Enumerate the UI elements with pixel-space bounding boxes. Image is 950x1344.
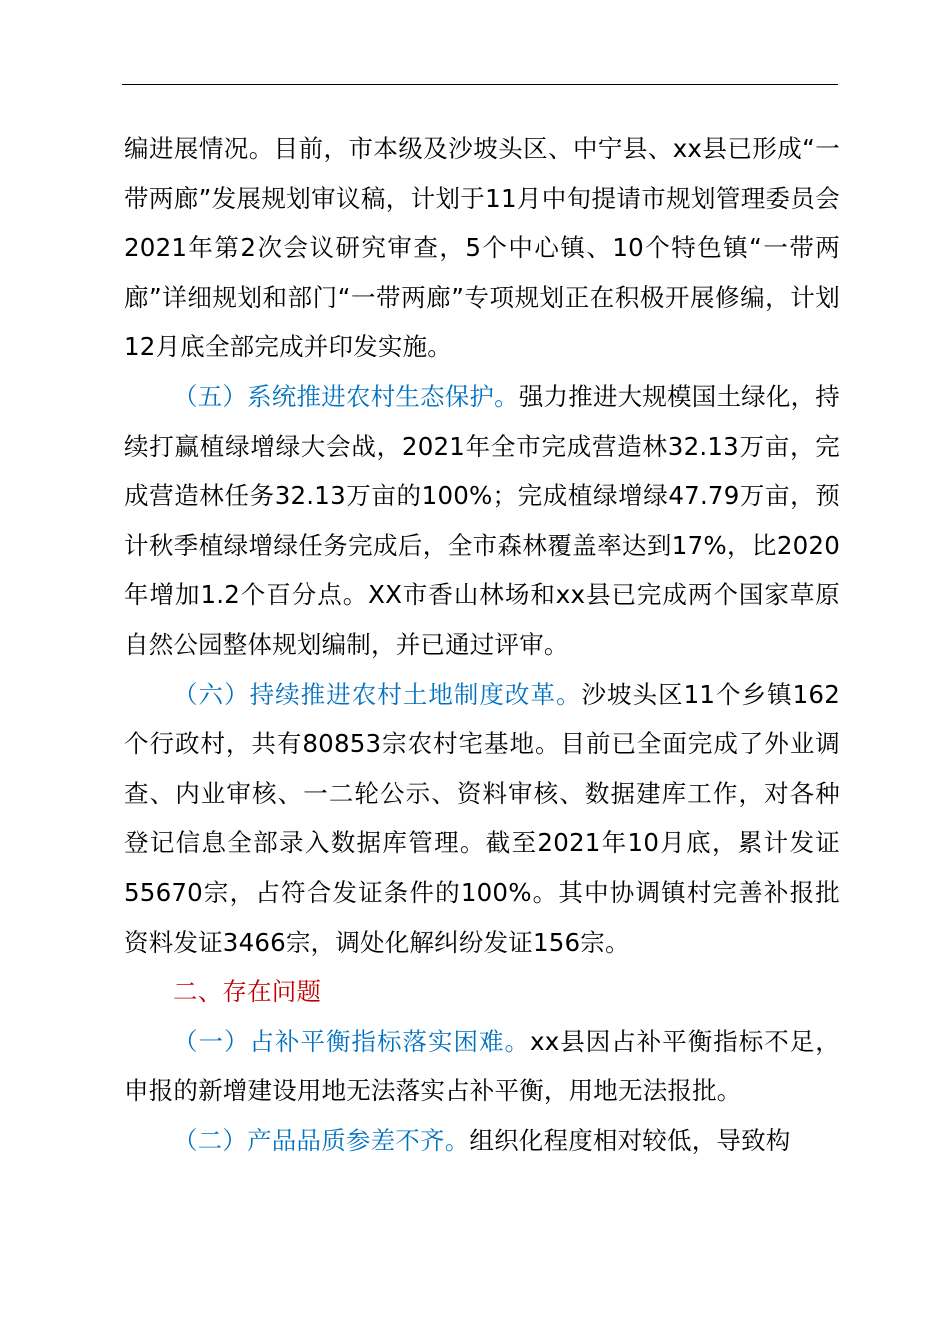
paragraph-text: 沙坡头区11个乡镇162个行政村，共有80853宗农村宅基地。目前已全面完成了外业调查、内业审核、一二轮公示、资料审核、数据建库工作，对各种登记信息全部录入数据库管理。截至2021年10月底，累计发证55670宗，占符合发证条件的100%。其中协调镇村完善补报批资料发证3466宗，调处化解纠纷发证156宗。 [124, 679, 841, 957]
section-heading-problems: 二、存在问题 [173, 977, 322, 1007]
paragraph-planning-continued [124, 124, 840, 372]
paragraph-land-reform [124, 670, 840, 968]
header-rule [122, 84, 838, 85]
paragraph-text: 组织化程度相对较低，导致构 [469, 1125, 791, 1155]
paragraph-text: 强力推进大规模国土绿化，持续打赢植绿增绿大会战，2021年全市完成营造林32.13万亩，完成营造林任务32.13万亩的100%；完成植绿增绿47.79万亩，预计秋季植绿增绿任务完成后，全市森林覆盖率达到17%，比2020年增加1.2个百分点。XX市香山林场和xx县已完成两个国家草原自然公园整体规划编制，并已通过评审。 [124, 381, 840, 659]
document-body [124, 124, 840, 1165]
paragraph-text: xx县因占补平衡指标不足，申报的新增建设用地无法落实占补平衡，用地无法报批。 [124, 1026, 840, 1106]
paragraph-problem-1 [124, 1017, 840, 1116]
subheading-problem-2: （二）产品品质参差不齐。 [173, 1125, 470, 1155]
paragraph-problem-2 [124, 1116, 840, 1166]
paragraph-ecology [124, 372, 840, 670]
subheading-problem-1: （一）占补平衡指标落实困难。 [173, 1026, 531, 1056]
subheading-ecology: （五）系统推进农村生态保护。 [173, 381, 519, 411]
paragraph-text: 编进展情况。目前，市本级及沙坡头区、中宁县、xx县已形成“一带两廊”发展规划审议稿，计划于11月中旬提请市规划管理委员会2021年第2次会议研究审查，5个中心镇、10个特色镇“一带两廊”详细规划和部门“一带两廊”专项规划正在积极开展修编，计划12月底全部完成并印发实施。 [124, 134, 840, 362]
subheading-land-reform: （六）持续推进农村土地制度改革。 [173, 679, 582, 709]
